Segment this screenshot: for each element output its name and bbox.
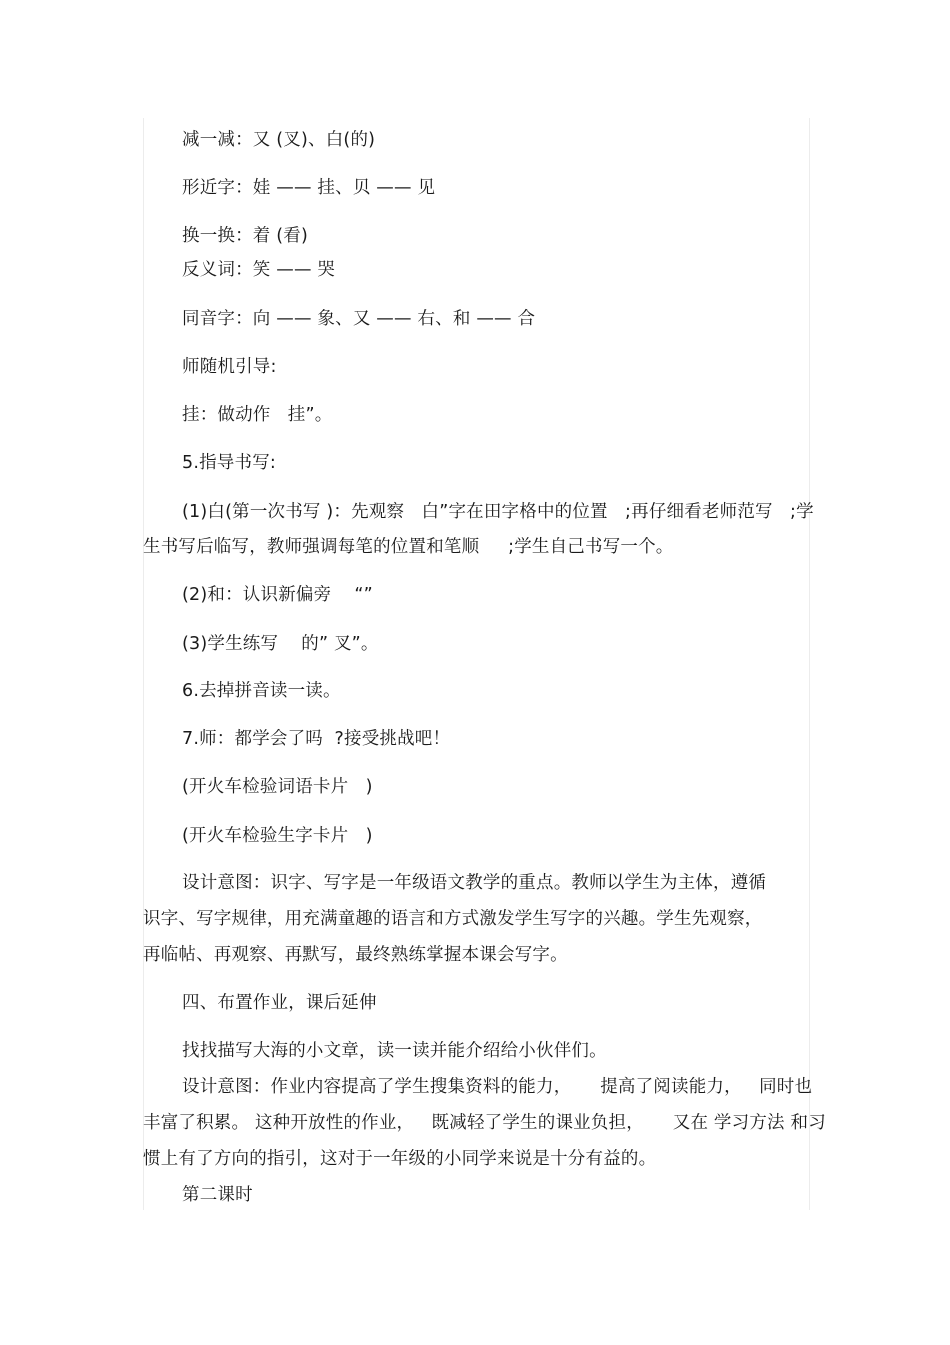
text-line: (2)和：认识新偏旁 “” [182,585,373,605]
text-line: 反义词：笑 —— 哭 [182,260,336,280]
text-line: 减一减：又 (叉)、白(的) [182,130,376,150]
text-line: 换一换：着 (看) [182,226,309,246]
text-line: 设计意图：作业内容提高了学生搜集资料的能力， 提高了阅读能力， 同时也 [182,1077,813,1097]
text-line: 师随机引导: [182,357,277,377]
text-line: 再临帖、再观察、再默写，最终熟练掌握本课会写字。 [143,945,568,965]
text-line: 找找描写大海的小文章，读一读并能介绍给小伙伴们。 [182,1041,607,1061]
text-line: 惯上有了方向的指引，这对于一年级的小同学来说是十分有益的。 [143,1149,657,1169]
text-line: (3)学生练写 的” 叉”。 [182,634,379,654]
text-line: 5.指导书写: [182,453,276,473]
text-line: 四、布置作业，课后延伸 [182,993,377,1013]
text-line: 7.师：都学会了吗 ?接受挑战吧！ [182,729,451,749]
text-line: 第二课时 [182,1185,253,1205]
text-line: (开火车检验词语卡片 ) [182,777,373,797]
text-line: 挂：做动作 挂”。 [182,405,333,425]
text-line: 形近字：娃 —— 挂、贝 —— 见 [182,178,436,198]
text-line: 识字、写字规律，用充满童趣的语言和方式激发学生写字的兴趣。学生先观察， [143,909,763,929]
text-line: (开火车检验生字卡片 ) [182,826,373,846]
text-line: (1)白(第一次书写 )：先观察 白”字在田字格中的位置 ;再仔细看老师范写 ;学 [182,502,814,522]
text-line: 生书写后临写，教师强调每笔的位置和笔顺 ;学生自己书写一个。 [143,537,674,557]
text-line: 设计意图：识字、写字是一年级语文教学的重点。教师以学生为主体，遵循 [182,873,767,893]
text-line: 同音字：向 —— 象、又 —— 右、和 —— 合 [182,309,536,329]
text-line: 6.去掉拼音读一读。 [182,681,341,701]
text-line: 丰富了积累。 这种开放性的作业， 既减轻了学生的课业负担， 又在 学习方法 和习 [143,1113,826,1133]
